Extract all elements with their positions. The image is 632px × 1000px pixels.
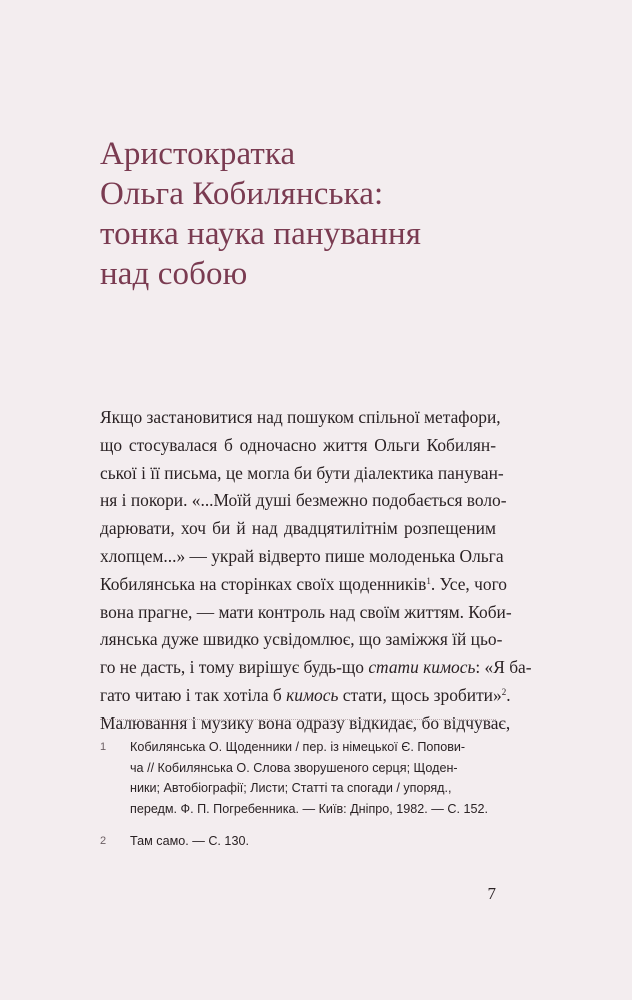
body-line: ня і покори. «...Моїй душі безмежно подобається воло- xyxy=(100,490,507,511)
chapter-title-line: тонка наука панування xyxy=(100,216,421,252)
body-line xyxy=(100,654,532,682)
body-line: Малювання і музику вона одразу відкидає, бо відчуває, xyxy=(100,712,511,733)
footnote-ref[interactable]: 2 xyxy=(501,686,507,697)
body-line: ської і її письма, це могла би бути діалектика пануван- xyxy=(100,462,504,483)
body-line: дарювати, хоч би й над двадцятилітнім розпещеним xyxy=(100,518,496,539)
body-line xyxy=(100,571,507,599)
body-line: що стосувалася б одночасно життя Ольги Кобилян- xyxy=(100,434,496,455)
body-text-segment: Кобилянська на сторінках своїх щоденників xyxy=(100,573,427,594)
footnote-item xyxy=(100,737,496,819)
footnote-line: ники; Автобіографії; Листи; Статті та спогади / упоряд., xyxy=(130,781,452,795)
chapter-title-line: над собою xyxy=(100,256,248,292)
footnote-number: 2 xyxy=(100,835,107,847)
body-line: Якщо застановитися над пошуком спільної метафори, xyxy=(100,407,501,427)
footnote-number: 1 xyxy=(100,741,107,753)
body-text-segment: го не дасть, і тому вирішує будь-що xyxy=(100,657,369,678)
footnote-line: Там само. — С. 130. xyxy=(130,834,249,848)
body-line: вона прагне, — мати контроль над своїм життям. Коби- xyxy=(100,601,512,622)
footnotes xyxy=(100,737,496,864)
body-line: хлопцем...» — украй відверто пише молоденька Ольга xyxy=(100,545,504,566)
footnote-divider xyxy=(100,719,496,720)
emphasis-text: кимось xyxy=(286,684,339,705)
page-number: 7 xyxy=(487,884,496,903)
body-text-segment: . xyxy=(506,684,511,705)
chapter-title-line: Ольга Кобилянська: xyxy=(100,176,384,212)
body-paragraph xyxy=(100,404,532,738)
footnote-line: передм. Ф. П. Погребенника. — Київ: Дніпро, 1982. — С. 152. xyxy=(130,801,488,816)
body-text-segment: гато читаю і так хотіла б xyxy=(100,684,287,705)
body-line: лянська дуже швидко усвідомлює, що заміжжя їй цьо- xyxy=(100,629,503,650)
body-text-segment: стати, щось зробити» xyxy=(338,684,502,705)
chapter-title xyxy=(100,134,421,294)
body-line xyxy=(100,682,511,710)
footnote-line: Кобилянська О. Щоденники / пер. із німецької Є. Попови- xyxy=(130,740,466,754)
chapter-title-line: Аристократка xyxy=(100,136,296,172)
footnote-ref[interactable]: 1 xyxy=(426,575,431,586)
footnote-item xyxy=(100,831,496,852)
footnote-line: ча // Кобилянська О. Слова зворушеного серця; Щоден- xyxy=(130,760,458,775)
body-text-segment: . Усе, чого xyxy=(430,573,507,594)
emphasis-text: стати кимось xyxy=(368,657,476,678)
body-text-segment: : «Я ба- xyxy=(475,657,532,678)
